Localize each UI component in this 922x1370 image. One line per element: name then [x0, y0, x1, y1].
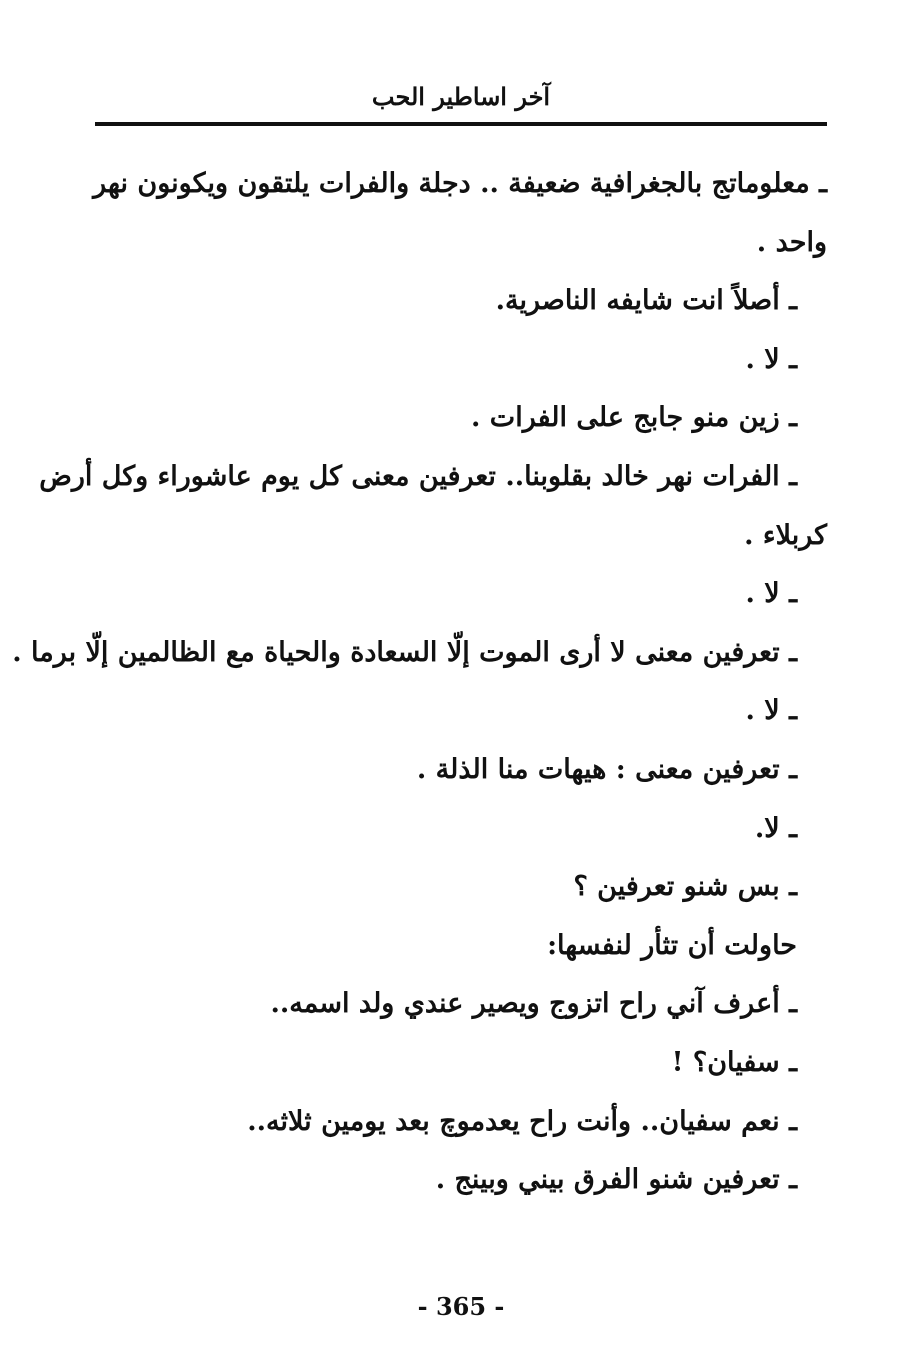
text-line: ـ تعرفين معنى : هيهات منا الذلة . — [416, 753, 797, 785]
text-line: ـ لا . — [745, 695, 797, 727]
text-line: ـ تعرفين شنو الفرق بيني وبينج . — [435, 1164, 797, 1196]
text-line: كربلاء . — [744, 519, 827, 551]
body-text — [12, 155, 827, 1210]
text-line: ـ لا . — [745, 343, 797, 375]
text-line: واحد . — [756, 226, 827, 258]
text-line: حاولت أن تثأر لنفسها: — [547, 929, 797, 961]
text-line: ـ أصلاً انت شايفه الناصرية. — [495, 285, 797, 317]
text-line: ـ نعم سفيان.. وأنت راح يعدموچ بعد يومين ثلاثه.. — [247, 1105, 797, 1137]
text-line: ـ الفرات نهر خالد بقلوبنا.. تعرفين معنى كل يوم عاشوراء وكل أرض — [39, 460, 797, 492]
page-number: - 365 - — [417, 1292, 505, 1321]
text-line: ـ بس شنو تعرفين ؟ — [573, 871, 797, 903]
running-header-title: آخر اساطير الحب — [371, 82, 551, 111]
text-line: ـ لا . — [745, 578, 797, 610]
text-line: ـ معلوماتج بالجغرافية ضعيفة .. دجلة والفرات يلتقون ويكونون نهر — [93, 168, 827, 199]
header-rule — [95, 122, 827, 126]
text-line: ـ سفيان؟ ! — [671, 1046, 797, 1078]
text-line: ـ تعرفين معنى لا أرى الموت إلّا السعادة والحياة مع الظالمين إلّا برما . — [12, 636, 797, 668]
text-line: ـ أعرف آني راح اتزوج ويصير عندي ولد اسمه.. — [270, 988, 797, 1020]
text-line: ـ زين منو جابج على الفرات . — [471, 402, 797, 434]
text-line: ـ لا. — [754, 812, 797, 844]
